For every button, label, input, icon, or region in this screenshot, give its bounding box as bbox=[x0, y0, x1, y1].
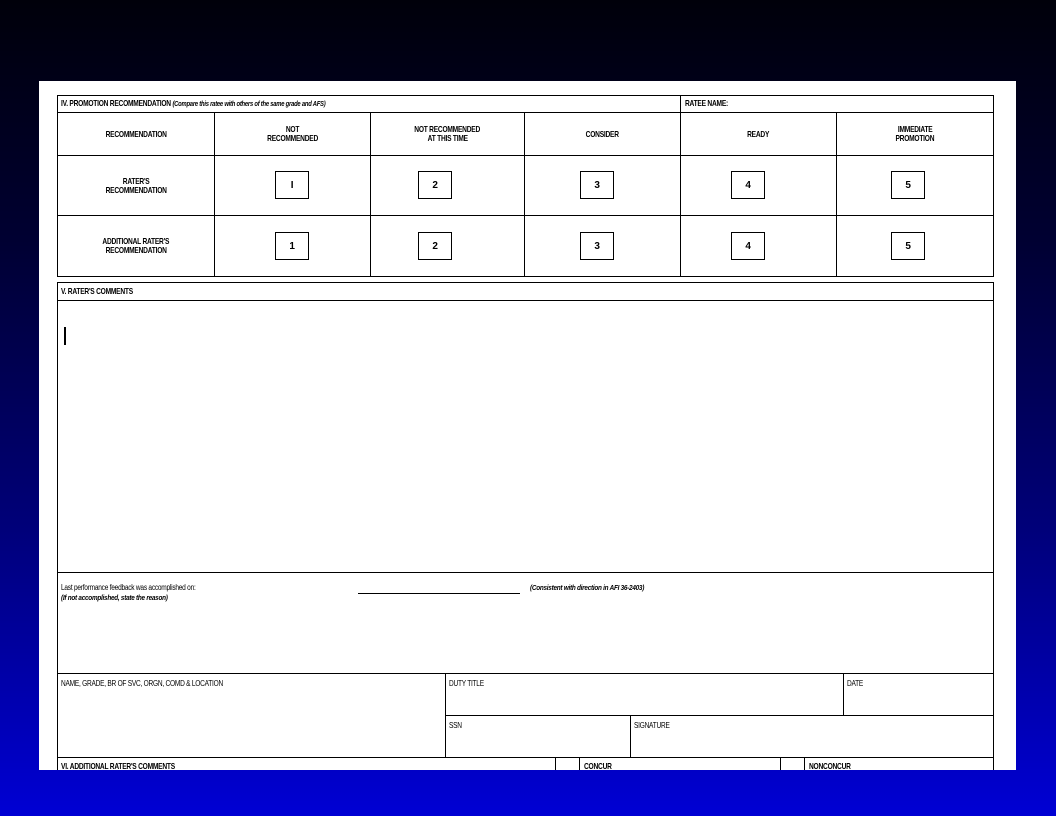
nonconcur-label: NONCONCUR bbox=[809, 761, 851, 770]
section-iv-title: IV. PROMOTION RECOMMENDATION bbox=[61, 98, 171, 108]
duty-title-field[interactable] bbox=[445, 673, 844, 716]
nonconcur-checkbox[interactable] bbox=[780, 757, 805, 770]
addl-rater-checkbox-4[interactable]: 4 bbox=[731, 232, 765, 260]
promotion-form bbox=[57, 95, 994, 770]
section-vi-title: VI. ADDITIONAL RATER'S COMMENTS bbox=[61, 761, 175, 770]
row-label-additional-raters-recommendation bbox=[57, 215, 215, 277]
signature-label: SIGNATURE bbox=[634, 721, 670, 730]
section-iv-header bbox=[57, 95, 681, 113]
addl-rater-checkbox-2[interactable]: 2 bbox=[418, 232, 452, 260]
section-iv-note: (Compare this ratee with others of the same grade and AFS) bbox=[172, 99, 326, 108]
feedback-date-field[interactable] bbox=[358, 593, 520, 594]
col-header-ready bbox=[680, 112, 837, 156]
concur-cell bbox=[579, 757, 781, 770]
raters-comments-textarea[interactable] bbox=[57, 300, 994, 573]
addl-rater-cell-4 bbox=[680, 215, 837, 277]
col-header-label: CONSIDER bbox=[585, 128, 620, 139]
col-header-label: NOT RECOMMENDED bbox=[414, 124, 481, 134]
col-header-label: RECOMMENDED bbox=[267, 133, 318, 143]
rater-cell-3 bbox=[524, 155, 681, 216]
addl-rater-cell-5 bbox=[836, 215, 994, 277]
row-label-line: RECOMMENDATION bbox=[105, 184, 167, 195]
duty-title-label: DUTY TITLE bbox=[449, 679, 484, 688]
feedback-area bbox=[57, 572, 994, 674]
ssn-label: SSN bbox=[449, 721, 462, 730]
addl-rater-checkbox-3[interactable]: 3 bbox=[580, 232, 614, 260]
ssn-field[interactable] bbox=[445, 715, 631, 758]
col-header-label: AT THIS TIME bbox=[427, 133, 468, 143]
rater-checkbox-2[interactable]: 2 bbox=[418, 171, 452, 199]
signature-field[interactable] bbox=[630, 715, 994, 758]
addl-rater-cell-3 bbox=[524, 215, 681, 277]
addl-rater-cell-2 bbox=[370, 215, 525, 277]
date-label: DATE bbox=[847, 679, 864, 688]
row-label-line: RECOMMENDATION bbox=[105, 245, 167, 255]
col-header-label: PROMOTION bbox=[895, 133, 935, 143]
section-vi-header bbox=[57, 757, 556, 770]
text-cursor bbox=[64, 327, 66, 345]
date-field[interactable] bbox=[843, 673, 994, 716]
row-label-line: RATER'S bbox=[122, 175, 150, 186]
addl-rater-cell-1 bbox=[214, 215, 371, 277]
form-page bbox=[39, 81, 1016, 770]
col-header-consider bbox=[524, 112, 681, 156]
rater-cell-4 bbox=[680, 155, 837, 216]
col-header-not-recommended-at-this-time bbox=[370, 112, 525, 156]
col-header-not-recommended bbox=[214, 112, 371, 156]
name-grade-label: NAME, GRADE, BR OF SVC, ORGN, COMD & LOCATION bbox=[61, 679, 223, 688]
rater-checkbox-3[interactable]: 3 bbox=[580, 171, 614, 199]
rater-cell-1 bbox=[214, 155, 371, 216]
concur-checkbox[interactable] bbox=[555, 757, 580, 770]
col-header-recommendation-label: RECOMMENDATION bbox=[105, 128, 167, 139]
name-grade-field[interactable] bbox=[57, 673, 446, 758]
ratee-name-label: RATEE NAME: bbox=[685, 98, 728, 108]
feedback-note: (Consistent with direction in AFI 36-2403) bbox=[530, 583, 645, 592]
rater-checkbox-5[interactable]: 5 bbox=[891, 171, 925, 199]
ratee-name-field[interactable] bbox=[680, 95, 994, 113]
col-header-label: READY bbox=[747, 128, 770, 139]
feedback-label: Last performance feedback was accomplished on: bbox=[61, 583, 196, 592]
concur-label: CONCUR bbox=[584, 761, 612, 770]
row-label-raters-recommendation bbox=[57, 155, 215, 216]
rater-cell-5 bbox=[836, 155, 994, 216]
rater-checkbox-1[interactable]: I bbox=[275, 171, 309, 199]
col-header-label: IMMEDIATE bbox=[897, 124, 933, 134]
rater-checkbox-4[interactable]: 4 bbox=[731, 171, 765, 199]
col-header-immediate-promotion bbox=[836, 112, 994, 156]
col-header-recommendation bbox=[57, 112, 215, 156]
feedback-sub-note: (If not accomplished, state the reason) bbox=[61, 593, 168, 602]
section-v-header bbox=[57, 282, 994, 301]
addl-rater-checkbox-5[interactable]: 5 bbox=[891, 232, 925, 260]
row-label-line: ADDITIONAL RATER'S bbox=[102, 236, 170, 246]
rater-cell-2 bbox=[370, 155, 525, 216]
col-header-label: NOT bbox=[285, 124, 300, 134]
addl-rater-checkbox-1[interactable]: 1 bbox=[275, 232, 309, 260]
section-v-title: V. RATER'S COMMENTS bbox=[61, 286, 133, 296]
nonconcur-cell bbox=[804, 757, 994, 770]
